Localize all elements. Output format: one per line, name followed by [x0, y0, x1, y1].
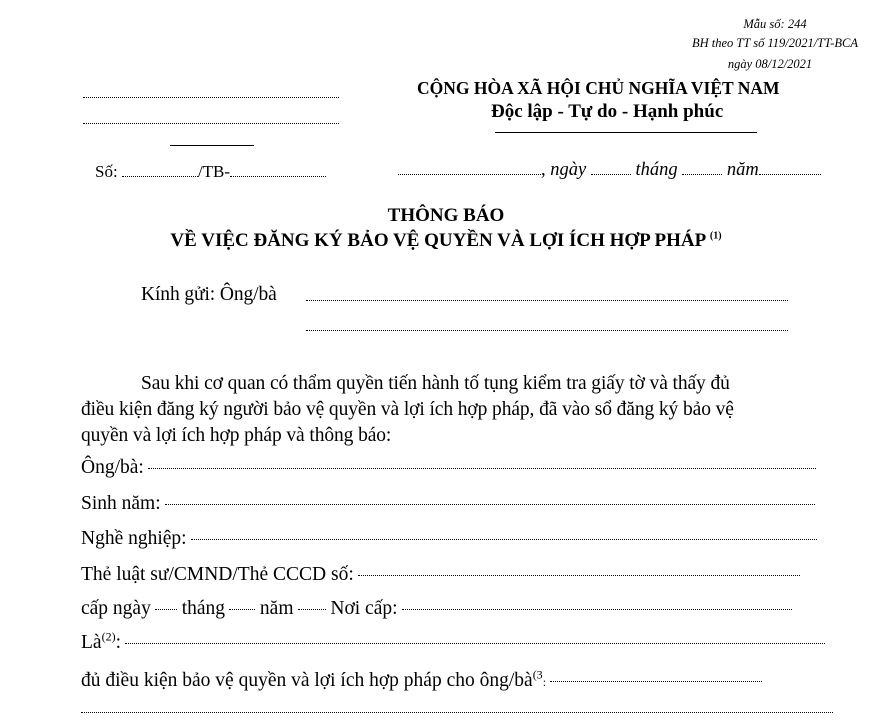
occupation-input[interactable] [191, 539, 817, 540]
year-label: năm [726, 160, 759, 180]
field-birth-year [81, 493, 815, 515]
form-issued-date: ngày 08/12/2021 [727, 57, 813, 71]
occupation-label: Nghề nghiệp: [81, 528, 187, 549]
footnote-2: (2) [101, 629, 116, 644]
issue-year-label: năm [259, 598, 294, 619]
paragraph-line-2: điều kiện đăng ký người bảo vệ quyền và lợi ích hợp pháp, đã vào sổ đăng ký bảo vệ [81, 399, 734, 420]
role-colon: : [115, 632, 121, 653]
issue-month-input[interactable] [229, 609, 255, 610]
number-field[interactable] [122, 175, 198, 177]
issue-place-label: Nơi cấp: [330, 598, 398, 619]
national-motto: Độc lập - Tự do - Hạnh phúc [491, 101, 724, 122]
eligible-colon: : [542, 675, 547, 689]
place-field[interactable] [398, 173, 541, 175]
birth-year-label: Sinh năm: [81, 493, 161, 514]
form-number: Mẫu số: 244 [743, 17, 807, 31]
field-id-number [81, 564, 800, 586]
birth-year-input[interactable] [165, 504, 815, 505]
document-number [95, 162, 326, 182]
day-field[interactable] [591, 173, 631, 175]
footnote-1: (1) [709, 230, 722, 242]
eligible-continuation-line[interactable] [81, 712, 833, 713]
number-suffix: /TB- [197, 162, 231, 181]
id-number-label: Thẻ luật sư/CMND/Thẻ CCCD số: [81, 564, 354, 585]
date-comma: , [541, 160, 546, 180]
recipient-line-1[interactable] [306, 300, 788, 301]
eligible-input[interactable] [550, 681, 762, 682]
issue-place-input[interactable] [402, 609, 792, 610]
form-issued-under: BH theo TT số 119/2021/TT-BCA [692, 36, 858, 50]
field-issue-info [81, 598, 792, 620]
year-field[interactable] [759, 173, 821, 175]
number-label: Số: [95, 162, 118, 181]
month-label: tháng [635, 160, 678, 180]
agency-underline [170, 145, 254, 146]
agency-name-line-2[interactable] [83, 123, 339, 124]
month-field[interactable] [682, 173, 722, 175]
field-role [81, 629, 825, 654]
paragraph-line-1: Sau khi cơ quan có thẩm quyền tiến hành tố tụng kiểm tra giấy tờ và thấy đủ [141, 373, 730, 394]
name-input[interactable] [148, 468, 816, 469]
issue-day-label: cấp ngày [81, 598, 151, 619]
paragraph-line-3: quyền và lợi ích hợp pháp và thông báo: [81, 425, 392, 446]
issue-year-input[interactable] [298, 609, 326, 610]
subtitle-text: VỀ VIỆC ĐĂNG KÝ BẢO VỆ QUYỀN VÀ LỢI ÍCH HỢP PHÁP [170, 230, 706, 251]
issue-day-input[interactable] [155, 609, 177, 610]
id-number-input[interactable] [358, 575, 800, 576]
eligible-label: đủ điều kiện bảo vệ quyền và lợi ích hợp pháp cho ông/bà [81, 670, 533, 691]
issuer-code-field[interactable] [230, 175, 326, 177]
motto-underline [495, 132, 757, 133]
field-name [81, 457, 816, 479]
agency-name-line-1[interactable] [83, 97, 339, 98]
day-label: ngày [550, 160, 587, 180]
role-input[interactable] [125, 643, 825, 644]
footnote-3: (3 [532, 667, 543, 682]
field-occupation [81, 528, 817, 550]
role-label: Là [81, 632, 102, 653]
name-label: Ông/bà: [81, 457, 144, 478]
nation-name: CỘNG HÒA XÃ HỘI CHỦ NGHĨA VIỆT NAM [417, 78, 780, 98]
document-title: THÔNG BÁO [387, 205, 505, 226]
recipient-line-2[interactable] [306, 330, 788, 331]
issue-month-label: tháng [181, 598, 226, 619]
field-eligible-for [81, 667, 762, 692]
place-date [398, 160, 821, 181]
document-subtitle [0, 230, 892, 252]
recipient-label: Kính gửi: Ông/bà [141, 284, 277, 305]
